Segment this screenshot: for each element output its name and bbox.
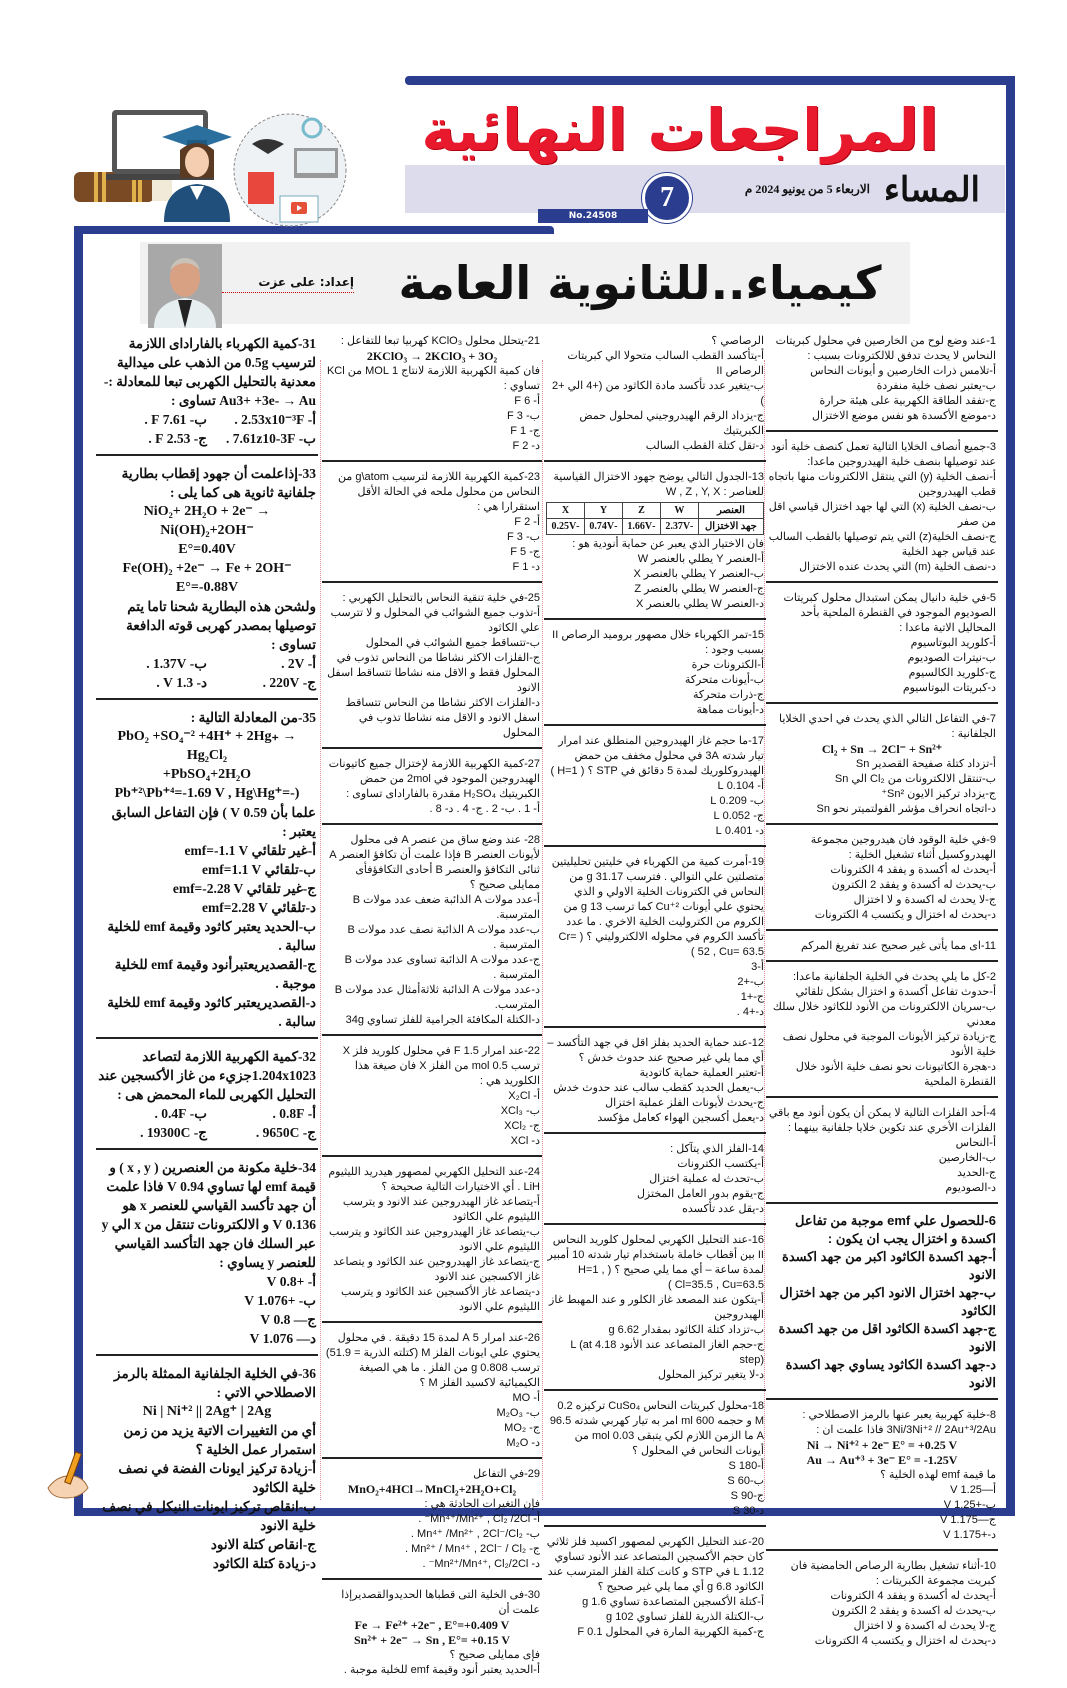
question-block bbox=[322, 1463, 542, 1580]
answer-option: أ-يحدث له أكسدة و يفقد 4 الكترونات bbox=[830, 864, 996, 876]
answer-option: ج- 5 F bbox=[510, 546, 540, 558]
answer-option: د— 1.076 V bbox=[249, 1331, 316, 1346]
question-prompt: علما بأن 0.59 V ) فإن التفاعل السابق يعتبر : bbox=[111, 805, 316, 839]
chemical-equation: Pb⁺²\Pb⁺⁴=-1.69 V , Hg\Hg⁺=-) bbox=[114, 786, 300, 801]
answer-option: ب- Mn⁴⁺ /Mn²⁺ , 2Cl⁻/Cl₂ . bbox=[410, 1528, 540, 1540]
question-block bbox=[544, 730, 766, 847]
answer-option: ج- 9650C . bbox=[255, 1125, 316, 1140]
question-stem: 12-عند حماية الحديد بفلز اقل في جهد التأكسد – أي مما يلي غير صحيح عند حدوث خدش ؟ bbox=[547, 1037, 764, 1064]
question-prompt: فان الاختيار الذي يعبر عن حماية أنودية هو : bbox=[572, 538, 764, 550]
answer-option: د-القصديريعتبر كاثود وقيمة emf للخلية سالبة . bbox=[107, 995, 316, 1029]
answer-option: ج-القصديريعتبرأنود وقيمة emf للخلية موجبة . bbox=[114, 957, 316, 991]
header-top-bar bbox=[405, 76, 1015, 85]
answer-option: أ- 2.53x10⁻³F . bbox=[234, 412, 316, 427]
question-block bbox=[544, 624, 766, 726]
answer-option: أ- 0.8F . bbox=[272, 1106, 316, 1121]
answer-option: د-الصوديوم bbox=[945, 1182, 996, 1194]
answer-option: ج-ذرات متحركة bbox=[693, 689, 764, 701]
table-cell: -1.66V bbox=[622, 519, 660, 535]
chemical-equation: Ni | Ni⁺² || 2Ag⁺ | 2Ag bbox=[142, 1404, 272, 1419]
answer-option: د-العنصر W يطلي بالعنصر X bbox=[635, 598, 764, 610]
answer-option: أ- Mn⁴⁺/Mn²⁺ , Cl₂ /2Cl⁻ . bbox=[418, 1513, 540, 1525]
table-row-label: جهد الاختزال bbox=[698, 519, 763, 535]
chemical-equation: Cl₂ + Sn → 2Cl⁻ + Sn²⁺ bbox=[821, 742, 943, 756]
answer-option: ب-الحديد يعتبر كاثود وقيمة emf للخلية سالبة . bbox=[107, 919, 316, 953]
answer-option: ب- 1.37V . bbox=[146, 656, 207, 671]
answer-option: ب-عدد مولات A الذائبة نصف عدد مولات B المترسبة . bbox=[347, 924, 540, 951]
question-stem: 11-اى مما يأتى غير صحيح عند تفريغ المركم bbox=[800, 940, 996, 952]
questions-column-1 bbox=[766, 330, 998, 1659]
question-block bbox=[96, 1154, 318, 1356]
question-stem: 4-أحد الفلزات التالية لا يمكن أن يكون أنود مع باقي الفلزات الأخري عند تكوين خلايا جلفانية بينهما : bbox=[768, 1107, 996, 1134]
answer-option: ب-نصف الخلية (x) التي لها جهد اختزال قياسي اقل من صفر bbox=[768, 501, 996, 528]
answer-option: ج—1.175 V bbox=[939, 1514, 996, 1526]
question-block bbox=[322, 330, 542, 462]
question-block bbox=[322, 1040, 542, 1157]
answer-option: أ-يتكون عند المصعد غاز الكلور و عند المهبط غاز الهيدروجين bbox=[549, 1294, 764, 1321]
answer-option: أ-3 bbox=[751, 961, 764, 973]
answer-option: ج-العنصر W يطلي بالعنصر Z bbox=[634, 583, 764, 595]
answer-option: د-الكتلة المكافئة الجرامية للفلز تساوي 34g bbox=[345, 1014, 540, 1026]
answer-option: ج-يتصاعد غاز الهيدروجين عند الكاثود و يتصاعد غاز الاكسجين عند الانود bbox=[333, 1256, 540, 1283]
answer-option: ج-الحديد bbox=[957, 1167, 996, 1179]
question-stem: 19-أمرت كمية من الكهرباء في خليتين تحليليتين متصلتين علي التوالي . فترسب 31.17 g من النحاس في الكترونات الخلية الاولي و الذي يحتوي علي أيونات Cu⁺² كما ترسب 13 g من الكروم من الكتروليت الخلية الاخري . ما عدد تأكسد الكروم في محلوله الالكتروليتي ؟ ( Cr= 52 , Cu= 63.5 ) bbox=[551, 856, 764, 958]
answer-option: د-نصف الخلية (m) التي يحدث عنده الاختزال bbox=[799, 561, 996, 573]
answer-option: د-هجرة الكاتيونات نحو نصف خلية الأنود خلال القنطرة الملحية bbox=[795, 1061, 996, 1088]
answer-option: ب- 0.4F . bbox=[154, 1106, 207, 1121]
answer-option: أ-يتأكسد القطب السالب متحولا الي كبريتات الرصاص II bbox=[567, 350, 764, 377]
answer-option: أ-تذوب جميع الشوائب في المحلول و لا تترسب علي الكاثود bbox=[330, 607, 540, 634]
answer-option: ج-كمية الكهربية المارة في المحلول 0.1 F bbox=[577, 1626, 764, 1638]
answer-option: ج-كلوريد الكالسيوم bbox=[908, 667, 996, 679]
newspaper-logo: المساء bbox=[883, 170, 980, 210]
question-prompt: فإى ممايلى صحيح ؟ bbox=[449, 1649, 540, 1661]
question-stem: 15-تمر الكهرباء خلال مصهور بروميد الرصاص II بسبب وجود : bbox=[552, 629, 764, 656]
question-block bbox=[766, 1555, 998, 1655]
question-block bbox=[544, 1229, 766, 1391]
answer-option: ج-زيادة تركيز الأيونات الموجبة في محلول نصف خلية الأنود bbox=[782, 1031, 996, 1058]
answer-option: ج-+1 bbox=[740, 991, 764, 1003]
question-stem: 14-الفلز الذي يتآكل : bbox=[670, 1143, 764, 1155]
answer-option: أ-يتصاعد غاز الهيدروجين عند الانود و يترسب الليثيوم علي الكاثود bbox=[342, 1196, 540, 1223]
question-block bbox=[96, 460, 318, 700]
answer-option: ب-تنتقل الالكترونات من Cl₂ الي Sn bbox=[834, 773, 996, 785]
answer-option: ب-تلقائي emf=1.1 V bbox=[202, 862, 316, 877]
answer-option: د- 0.401 L bbox=[715, 825, 764, 837]
question-stem: 20-عند التحليل الكهربي لمصهور اكسيد فلز ثلاثي كان حجم الأكسجين المتصاعد عند الأنود تساوي 1.12 L في STP و كانت كتلة الفلز المترسب عند الكاثود 6.8 g أي مما يلي غير صحيح ؟ bbox=[546, 1536, 764, 1593]
answer-option: ج-يقوم بدور العامل المختزل bbox=[636, 1188, 764, 1200]
answer-option: د-+4 . bbox=[736, 1006, 764, 1018]
question-stem: الرصاصي ؟ bbox=[711, 335, 764, 347]
author-byline: إعداد: على عزت bbox=[222, 275, 354, 293]
answer-option: د-الفلزات الاكثر نشاطا من النحاس تتساقط اسفل الانود و الاقل منه نشاطا تذوب في المحلول bbox=[345, 697, 540, 739]
answer-option: د- 1 F bbox=[512, 561, 540, 573]
question-block bbox=[544, 1032, 766, 1134]
column-divider bbox=[320, 360, 321, 1500]
answer-option: ب- 3 F bbox=[507, 410, 540, 422]
answer-option: ب- 7.61 F . bbox=[144, 412, 207, 427]
chemical-equation: 2KClO₃ → 2KClO₃ + 3O₂ bbox=[366, 349, 498, 363]
answer-option: ج-يزداد الرقم الهيدروجيني لمحلول حمض الكبريتيك bbox=[579, 410, 764, 437]
question-block bbox=[96, 1043, 318, 1150]
table-header-cell: X bbox=[547, 503, 585, 519]
chemical-equation: E°=0.40V bbox=[178, 542, 236, 557]
question-block bbox=[766, 708, 998, 825]
chemical-equation: NiO₂+ 2H₂O + 2e⁻ → Ni(OH)₂+2OH⁻ bbox=[143, 504, 271, 538]
table-cell: -2.37V bbox=[660, 519, 698, 535]
answer-option: أ- MO bbox=[512, 1392, 540, 1404]
answer-option: أ-تلامس ذرات الخارصين و أيونات النحاس bbox=[810, 365, 996, 377]
answer-option: ب-تحدث له عملية اختزال bbox=[649, 1173, 764, 1185]
answer-option: ج- MO₂ bbox=[504, 1422, 540, 1434]
table-header-cell: W bbox=[660, 503, 698, 519]
question-block bbox=[544, 1531, 766, 1646]
answer-option: أ- 6 F bbox=[514, 395, 540, 407]
answer-option: د-أيونات مماهة bbox=[696, 704, 764, 716]
answer-option: ج- 1 F bbox=[510, 425, 540, 437]
question-block bbox=[766, 436, 998, 583]
question-block bbox=[322, 466, 542, 583]
reduction-potential-table bbox=[546, 502, 764, 535]
answer-option: أ- +0.8 V bbox=[266, 1274, 316, 1289]
answer-option: ج- 2.53 F . bbox=[148, 431, 207, 446]
answer-option: أ-يكتسب الكترونات bbox=[677, 1158, 764, 1170]
answer-option: ج- XCl₂ bbox=[504, 1120, 540, 1132]
answer-option: ج-لا يحدث له اكسدة و لا اختزال bbox=[853, 1620, 996, 1632]
answer-option: د-يحدث له اختزال و يكتسب 4 الكترونات bbox=[814, 909, 996, 921]
answer-option: ب-يحدث له اكسدة و يفقد 2 الكترون bbox=[831, 1605, 996, 1617]
answer-option: ب-أيونات متحركة bbox=[684, 674, 764, 686]
answer-option: أ-جهد اكسدة الكاثود اكبر من جهد اكسدة الانود bbox=[782, 1249, 996, 1282]
answer-option: د-يحدث له اختزال و يكتسب 4 الكترونات bbox=[814, 1635, 996, 1647]
question-block bbox=[766, 935, 998, 962]
answer-option: ج- 220V . bbox=[262, 675, 316, 690]
answer-option: ب- XCl₃ bbox=[500, 1105, 540, 1117]
issue-date: الاربعاء 5 من يونيو 2024 م bbox=[744, 182, 870, 196]
column-divider bbox=[542, 360, 543, 1500]
answer-option: ب-نيترات الصوديوم bbox=[907, 652, 996, 664]
answer-options-grid bbox=[98, 1104, 316, 1142]
answer-option: د-جهد اكسدة الكاثود يساوي جهد اكسدة الانود bbox=[785, 1357, 996, 1390]
question-block bbox=[766, 1102, 998, 1204]
pencil-hand-icon bbox=[40, 1448, 96, 1504]
question-block bbox=[766, 330, 998, 432]
chemical-equation: MnO₂+4HCl→MnCl₂+2H₂O+Cl₂ bbox=[347, 1482, 517, 1496]
answer-option: د-موضع الأكسدة هو نفس موضع الاختزال bbox=[812, 410, 996, 422]
question-prompt: ما قيمة emf لهذه الخلية ؟ bbox=[880, 1469, 996, 1481]
answer-option: أ-غير تلقائي emf=-1.1 V bbox=[184, 843, 316, 858]
frame-left-bar bbox=[74, 226, 83, 1516]
answer-option: أ-يحدث له أكسدة و يفقد 4 الكترونات bbox=[830, 1590, 996, 1602]
answer-option: د- 1.3 V . bbox=[156, 675, 207, 690]
answer-option: د- XCl bbox=[510, 1135, 540, 1147]
chemical-equation: Sn²⁺ + 2e⁻ → Sn , E°= +0.15 V bbox=[353, 1633, 511, 1647]
question-prompt: فان كمية الكهربية اللازمة لانتاج 1 MOL من KCl تساوي : bbox=[326, 365, 540, 392]
question-stem: 16-عند التحليل الكهربي لمحلول كلوريد النحاس II بين أقطاب خاملة باستخدام تيار شدته 10 أمبير لمدة ساعة – أي مما يلي صحيح ؟ ( H=1 , Cl=35.5 , Cu=63.5 ) bbox=[547, 1234, 764, 1291]
answer-option: أ-زيادة تركيز ايونات الفضة في نصف خلية الكاثود bbox=[118, 1461, 316, 1495]
answer-option: ب-60 S bbox=[727, 1475, 764, 1487]
answer-option: د- Mn²⁺/Mn⁴⁺, Cl₂/2Cl⁻ . bbox=[422, 1558, 540, 1570]
answer-option: ج-90 S bbox=[730, 1490, 764, 1502]
question-stem: 5-في خلية دانيال يمكن استبدال محلول كبريتات الصوديوم الموجود في القنطرة الملحية بأحد المحاليل الاتية ماعدا : bbox=[783, 592, 996, 634]
answer-option: ج- 0.052 L bbox=[713, 810, 764, 822]
answer-option: ب-+1.25 V bbox=[943, 1499, 996, 1511]
question-block bbox=[544, 466, 766, 620]
question-stem: 36-في الخلية الجلفانية الممثلة بالرمز الاصطلاحي الاتي : bbox=[114, 1366, 316, 1400]
answer-option: أ-كلوريد البوتاسيوم bbox=[910, 637, 996, 649]
answer-option: ب-سريان الالكترونات من الأنود للكاثود خلال سلك معدني bbox=[772, 1001, 996, 1028]
question-stem: 6-للحصول علي emf موجبة من تفاعل اكسدة و اختزال يجب ان يكون : bbox=[795, 1213, 996, 1246]
answer-option: ب-الكتلة الذرية للفلز تساوي 102 g bbox=[606, 1611, 764, 1623]
answer-options-grid bbox=[98, 410, 316, 448]
question-block bbox=[322, 1161, 542, 1323]
question-stem: 25-في خلية تنقية النحاس بالتحليل الكهربي : bbox=[342, 592, 540, 604]
answer-option: أ-تزداد كتلة صفيحة القصدير Sn bbox=[855, 758, 996, 770]
question-stem: 13-الجدول التالي يوضح جهود الاختزال القياسية للعناصر : W , Z , Y, X bbox=[553, 471, 764, 498]
question-block bbox=[766, 587, 998, 704]
question-block bbox=[96, 704, 318, 1039]
answer-option: ب-تتساقط جميع الشوائب في المحلول bbox=[365, 637, 540, 649]
question-stem: 17-ما حجم غاز الهيدروجين المنطلق عند امرار تيار شدته 3A في محلول مخفف من حمض الهيدروكلوريك لمدة 5 دقائق في STP ؟ ( H=1 ) bbox=[550, 735, 764, 777]
answer-option: ج- 19300C . bbox=[140, 1125, 207, 1140]
chemical-equation: PbO₂ +SO₄⁻² +4H⁺ + 2Hg₊ → Hg₂Cl₂ bbox=[117, 729, 297, 763]
answer-option: د-لا يتغير تركيز المحلول bbox=[657, 1369, 764, 1381]
question-stem: 32-كمية الكهربية اللازمة لتصاعد 1.204x1023جزيء من غاز الأكسجين عند التحليل الكهربى للماء المحمض هى : bbox=[98, 1049, 316, 1102]
answer-option: د-اتجاه انحراف مؤشر الفولتميتر نحو Sn bbox=[816, 803, 996, 815]
answer-option: ب-يتغير عدد تأكسد مادة الكاثود من (+4 الي +2 ) bbox=[551, 380, 764, 407]
answer-option: أ-النحاس bbox=[955, 1137, 996, 1149]
question-stem: 9-في خلية الوقود فان هيدروجين مجموعة الهيدروكسيل أثناء تشغيل الخلية : bbox=[810, 834, 996, 861]
answer-option: د-+1.175 V bbox=[943, 1529, 996, 1541]
answer-option: أ-عدد مولات A الذائبة ضعف عدد مولات B المترسبة. bbox=[352, 894, 540, 921]
answer-option: أ-180 S bbox=[728, 1460, 764, 1472]
author-photo bbox=[148, 244, 222, 328]
answer-option: أ- 2V . bbox=[281, 656, 316, 671]
answer-option: ج-تفقد الطاقة الكهربية على هيئة حرارة bbox=[819, 395, 996, 407]
answer-option: أ-كتلة الأكسجين المتصاعدة تساوي 1.6 g bbox=[582, 1596, 764, 1608]
question-stem: 2-كل ما يلي يحدث في الخلية الجلفانية ماعدا: bbox=[793, 971, 996, 983]
answer-option: ج— 0.8 V bbox=[260, 1312, 316, 1327]
answer-option: ج-حجم الغاز المتصاعد عند الأنود 4.18 L (at step) bbox=[570, 1339, 764, 1366]
question-block bbox=[96, 330, 318, 456]
question-stem: 24-عند التحليل الكهربي لمصهور هيدريد الليثيوم LiH . أي الاختيارات التالية صحيحة ؟ bbox=[328, 1166, 540, 1193]
answer-option: ب-الخارصين bbox=[938, 1152, 996, 1164]
question-block bbox=[766, 1208, 998, 1400]
answer-option: أ- X₂Cl bbox=[508, 1090, 540, 1102]
question-stem: 22-عند امرار 1.5 F في محلول كلوريد فلز X ترسب 0.5 mol من الفلز X فان صيغة هذا الكلوريد هي : bbox=[342, 1045, 540, 1087]
answer-option: أ-نصف الخلية (y) التي ينتقل الالكترونات منها باتجاه قطب الهيدروجين bbox=[768, 471, 996, 498]
answer-option: ب- +1.076 V bbox=[244, 1293, 316, 1308]
question-stem: 10-أثناء تشغيل بطارية الرصاص الحامضية فان كبريت مجموعة الكبريتات : bbox=[790, 1560, 996, 1587]
page-number-badge: 7 bbox=[642, 173, 692, 223]
answer-option: ج-نصف الخلية(z) التي يتم توصيلها بالقطب السالب عند قياس جهد الخلية bbox=[768, 531, 996, 558]
answer-option: ب-يحدث له أكسدة و يفقد 2 الكترون bbox=[831, 879, 996, 891]
answer-option: ب-يعتبر نصف خلية منفردة bbox=[876, 380, 996, 392]
questions-column-4 bbox=[96, 330, 318, 1583]
question-stem: 21-يتحلل محلول KClO₃ كهربيا تبعا للتفاعل : bbox=[340, 335, 540, 347]
table-header-cell: العنصر bbox=[698, 503, 763, 519]
chemical-equation: Ni → Ni⁺² + 2e⁻ E° = +0.25 V bbox=[806, 1438, 958, 1452]
answer-option: د-يتصاعد غاز الأكسجين عند الكاثود و يترسب الليثيوم علي الانود bbox=[340, 1286, 540, 1313]
answer-option: ج-الفلزات الاكثر نشاطا من النحاس تذوب في المحلول فقط و الاقل منه نشاطا تتساقط اسفل الانود bbox=[327, 652, 540, 694]
question-block bbox=[96, 1360, 318, 1579]
answer-option: ب- 7.61z10-3F . bbox=[226, 431, 316, 446]
answer-option: د-يقل عدد تأكسده bbox=[682, 1203, 764, 1215]
table-cell: -0.74V bbox=[584, 519, 622, 535]
answer-option: ج-انقاص كتلة الانود bbox=[210, 1537, 316, 1552]
answer-option: ب-العنصر Y يطلي بالعنصر X bbox=[633, 568, 764, 580]
answer-option: د- M₂O bbox=[506, 1437, 540, 1449]
table-cell: -0.25V bbox=[547, 519, 585, 535]
question-prompt: ولشحن هذه البطارية شحنا تاما يتم توصيلها بمصدر كهربى قوته الدافعة تساوى : bbox=[126, 599, 316, 652]
question-block bbox=[322, 1584, 542, 1684]
chemical-equation: Fe(OH)₂ +2e⁻ → Fe + 2OH⁻ E°=-0.88V bbox=[122, 561, 292, 595]
chemical-equation: Fe → Fe²⁺ +2e⁻ , E°=+0.409 V bbox=[354, 1618, 510, 1632]
answer-option: ب-جهد اختزال الانود اكبر من جهد اختزال الكاثود bbox=[779, 1285, 996, 1318]
table-header-cell: Y bbox=[584, 503, 622, 519]
answer-option: أ—1.25 V bbox=[950, 1484, 996, 1496]
question-stem: 29-في التفاعل bbox=[473, 1468, 540, 1480]
answer-option: ب-انقاص تركيز ايونات النيكل في نصف خلية الانود bbox=[102, 1499, 316, 1533]
question-block bbox=[322, 829, 542, 1036]
answer-option: ج-جهد اكسدة الكاثود اقل من جهد اكسدة الانود bbox=[778, 1321, 996, 1354]
answer-option: ج-يزداد تركيز الايون Sn²⁺ bbox=[881, 788, 996, 800]
question-stem: 23-كمية الكهربية اللازمة لترسيب g\atom من النحاس من محلول ملحه في الحالة الأقل استقرارا هي : bbox=[338, 471, 540, 513]
answer-option: ج- Mn²⁺ / Mn⁴⁺ , 2Cl⁻ / Cl₂ . bbox=[405, 1543, 540, 1555]
answer-option: د-عدد مولات A الذائبة ثلاثةأمثال عدد مولات B المترسب. bbox=[334, 984, 540, 1011]
answer-options-grid bbox=[98, 654, 316, 692]
answer-option: ب-تزداد كتلة الكاثود بمقدار 6.62 g bbox=[608, 1324, 764, 1336]
chemical-equation: +PbSO₄+2H₂O bbox=[162, 767, 252, 782]
question-stem: 34-خلية مكونة من العنصرين ( x , y ) و قيمة emf لها تساوي 0.94 V فاذا علمت أن جهد تأكسد القياسي للعنصر x هو 0.136 V و الالكترونات تنتقل من x الي y عبر السلك فان جهد التأكسد القياسي للعنصر y يساوي : bbox=[101, 1160, 316, 1270]
question-stem: 33-إذاعلمت أن جهود إقطاب بطارية جلفانية ثانوية هى كما يلى : bbox=[121, 466, 316, 500]
question-stem: 18-محلول كبريتات النحاس CuSo₄ تركيزه 0.2 M و حجمه 600 ml امر به تيار كهربي شدته 96.5 A ما الزمن اللازم لكي يتبقى 0.03 mol من أيونات النحاس في المحلول ؟ bbox=[549, 1400, 764, 1457]
question-block bbox=[544, 851, 766, 1028]
question-block bbox=[766, 1404, 998, 1551]
answer-option: أ-الحديد يعتبر أنود وقيمة emf للخلية موجبة . bbox=[343, 1664, 540, 1676]
question-stem: 26-عند امرار 5 A لمدة 15 دقيقة . في محلول يحتوي علي ايونات الفلز M (كتلته الذرية = 51.9) ترسب 0.808 g من الفلز . ما هي الصيغة الكيميائية لاكسيد الفلز M ؟ bbox=[325, 1332, 540, 1389]
issue-number: No.24508 bbox=[538, 209, 648, 223]
answer-option: ج-يحدث لأيونات الفلز عملية اختزال bbox=[605, 1097, 764, 1109]
answer-option: أ- 2 F bbox=[514, 516, 540, 528]
chemical-equation: Au → Au⁺³ + 3e⁻ E° = -1.25V bbox=[806, 1453, 958, 1467]
answer-option: أ-حدوث تفاعل أكسدة و اختزال بشكل تلقائي bbox=[795, 986, 996, 998]
answer-option: د-زيادة كتلة الكاثود bbox=[212, 1556, 316, 1571]
answer-option: ب-يعمل الحديد كقطب سالب عند حدوث خدش bbox=[553, 1082, 764, 1094]
question-stem: 1-عند وضع لوح من الخارصين في محلول كبريتات النحاس لا يحدث تدفق للالكترونات بسبب : bbox=[775, 335, 996, 362]
answer-option: أ-الكترونات حرة bbox=[691, 659, 764, 671]
question-block bbox=[766, 966, 998, 1098]
answer-option: ب- 3 F bbox=[507, 531, 540, 543]
question-stem: 7-في التفاعل التالي الذي يحدث في احدي الخلايا الجلفانية : bbox=[779, 713, 996, 740]
answer-option: د-تقل كتلة القطب السالب bbox=[645, 440, 764, 452]
answer-option: ب-يتصاعد غاز الهيدروجين عند الكاثود و يترسب الليثيوم علي الانود bbox=[329, 1226, 540, 1253]
table-header-cell: Z bbox=[622, 503, 660, 519]
answer-option: ج-لا يحدث له اكسدة و لا اختزال bbox=[853, 894, 996, 906]
answer-option: أ-تعتبر العملية حماية كاتودية bbox=[639, 1067, 764, 1079]
answer-option: ج-عدد مولات A الذائبة تساوى عدد مولات B المترسبة . bbox=[344, 954, 540, 981]
question-stem: 8-خلية كهربية يعبر عنها بالرمز الاصطلاحي : 3Ni/3Ni⁺² // 2Au⁺³/2Au فاذا علمت ان : bbox=[802, 1409, 996, 1436]
question-prompt: فإن التغيرات الحادثة هي : bbox=[424, 1498, 540, 1510]
question-block bbox=[322, 1327, 542, 1459]
question-stem: 35-من المعادلة التالية : bbox=[190, 710, 316, 725]
answer-option: ب-+2 bbox=[737, 976, 764, 988]
answer-option: د-يعمل أكسجين الهواء كعامل مؤكسد bbox=[597, 1112, 764, 1124]
education-illustration bbox=[72, 100, 372, 230]
answer-option: أ-العنصر Y يطلي بالعنصر W bbox=[637, 553, 764, 565]
answer-option: ج-غير تلقائي emf=-2.28 V bbox=[172, 881, 316, 896]
question-stem: 28- عند وضع ساق من عنصر A فى محلول لأيونات العنصر B فإذا علمت أن تكافؤ العنصر A ثنائى التكافؤ والعنصر B أحادى التكافؤفأى ممايلى صحيح ؟ bbox=[329, 834, 540, 891]
frame-right-bar bbox=[1006, 76, 1015, 1516]
question-block bbox=[544, 330, 766, 462]
masthead-title: المراجعات النهائية bbox=[421, 96, 939, 164]
answer-option: ب- 0.209 L bbox=[710, 795, 764, 807]
answer-option: د-كبريتات البوتاسيوم bbox=[902, 682, 996, 694]
answer-option: د- 2 F bbox=[512, 440, 540, 452]
question-block bbox=[322, 753, 542, 825]
answer-option: د-30 S bbox=[732, 1505, 764, 1517]
questions-column-3 bbox=[322, 330, 542, 1688]
questions-column-2 bbox=[544, 330, 766, 1650]
question-stem: 3-جميع أنصاف الخلايا التالية تعمل كنصف خلية أنود عند توصيلها بنصف خلية الهيدروجين ماعدا: bbox=[771, 441, 996, 468]
answer-option: ب- M₂O₃ bbox=[496, 1407, 540, 1419]
answer-options-inline: أ- 1 . ب- 2 . ج- 4 . د- 8 . bbox=[429, 803, 540, 815]
question-block bbox=[766, 829, 998, 931]
question-block bbox=[322, 587, 542, 749]
answer-option: أ- 0.104 L bbox=[717, 780, 764, 792]
question-stem: 31-كمية الكهرباء بالفاراداى اللازمة لترسيب 0.5g من الذهب على ميدالية معدنية بالتحليل الكهربى تبعا للمعادلة :- Au3+ +3e- → Au تساوى : bbox=[103, 336, 316, 408]
question-block bbox=[544, 1395, 766, 1527]
question-stem: 30-فى الخلية التى قطباها الحديدوالقصديرإذا علمت أن bbox=[341, 1589, 540, 1616]
study-tools-circle-icon bbox=[234, 114, 346, 226]
section-title: كيمياء..للثانوية العامة bbox=[398, 256, 882, 310]
question-stem: 27-كمية الكهربية اللازمة لإختزال جميع كاتيونات الهيدروجين الموجود في 2mol من حمض الكبريتيك H₂SO₄ مقدرة بالفاراداى تساوى : bbox=[328, 758, 540, 800]
question-prompt: أي من التغييرات الاتية يزيد من زمن استمرار عمل الخلية ؟ bbox=[123, 1423, 316, 1457]
answer-option: د-تلقائي emf=2.28 V bbox=[202, 900, 316, 915]
question-block bbox=[544, 1138, 766, 1225]
